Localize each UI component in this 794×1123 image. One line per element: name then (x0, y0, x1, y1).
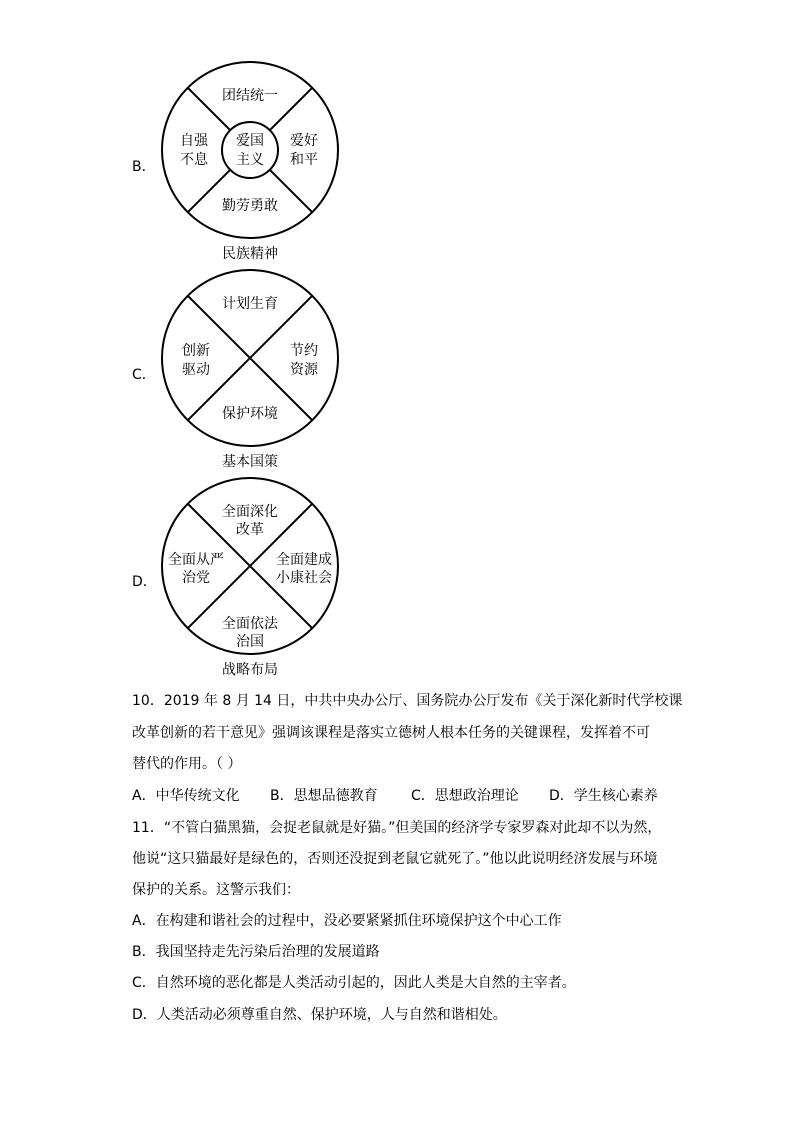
option-c-label: C． (132, 367, 156, 383)
option-b-label: B． (132, 159, 156, 175)
top-text: 团结统一 (222, 88, 278, 104)
inner-circle (222, 122, 278, 178)
q11-option-c: C．自然环境的恶化都是人类活动引起的，因此人类是大自然的主宰者。 (132, 975, 576, 991)
bottom-text: 勤劳勇敢 (222, 198, 278, 214)
q10-option-b: B．思想品德教育 (270, 788, 378, 804)
q10-option-a: A．中华传统文化 (132, 788, 240, 804)
bottom-text-2: 治国 (236, 634, 264, 650)
bottom-text-1: 全面依法 (222, 616, 278, 632)
q11-option-d: D．人类活动必须尊重自然、保护环境，人与自然和谐相处。 (132, 1007, 507, 1023)
q11-stem-line-3: 保护的关系。这警示我们： (132, 882, 300, 898)
left-text-1: 自强 (180, 133, 208, 149)
q10-stem-line-2: 改革创新的若干意见》强调该课程是落实立德树人根本任务的关键课程，发挥着不可 (132, 725, 650, 741)
option-d-wheel-diagram (160, 476, 340, 656)
option-d-label: D． (132, 574, 157, 590)
bottom-text: 保护环境 (222, 406, 278, 422)
top-text-1: 全面深化 (222, 504, 278, 520)
q10-option-c: C．思想政治理论 (411, 788, 519, 804)
q11-option-a: A．在构建和谐社会的过程中，没必要紧紧抓住环境保护这个中心工作 (132, 913, 562, 929)
right-text-1: 全面建成 (276, 552, 332, 568)
q10-option-d: D．学生核心素养 (549, 788, 658, 804)
right-text-2: 小康社会 (276, 570, 332, 586)
center-text-2: 主义 (236, 152, 264, 168)
q10-stem-line-1: 10．2019 年 8 月 14 日，中共中央办公厅、国务院办公厅发布《关于深化新时代学校课 (132, 693, 683, 709)
q11-option-b: B．我国坚持走先污染后治理的发展道路 (132, 944, 380, 960)
option-d-caption: 战略布局 (222, 662, 278, 678)
left-text-2: 治党 (182, 570, 210, 586)
right-text-1: 节约 (290, 343, 318, 359)
option-b-caption: 民族精神 (222, 246, 278, 262)
top-text: 计划生育 (222, 296, 278, 312)
option-c-wheel-diagram (160, 268, 340, 448)
right-text-2: 和平 (290, 152, 318, 168)
center-text-1: 爱国 (236, 133, 264, 149)
left-text-1: 全面从严 (168, 552, 224, 568)
option-c-caption: 基本国策 (222, 454, 278, 470)
q11-stem-line-1: 11．“不管白猫黑猫，会捉老鼠就是好猫。”但美国的经济学专家罗森对此却不以为然， (132, 820, 662, 836)
left-text-2: 驱动 (182, 362, 210, 378)
top-text-2: 改革 (236, 522, 264, 538)
left-text-2: 不息 (180, 152, 208, 168)
option-b-wheel-diagram (160, 60, 340, 240)
right-text-2: 资源 (290, 362, 318, 378)
q10-stem-line-3: 替代的作用。（ ） (132, 756, 242, 772)
left-text-1: 创新 (182, 343, 210, 359)
q11-stem-line-2: 他说“这只猫最好是绿色的，否则还没捉到老鼠它就死了。”他以此说明经济发展与环境 (132, 851, 658, 867)
right-text-1: 爱好 (290, 133, 318, 149)
